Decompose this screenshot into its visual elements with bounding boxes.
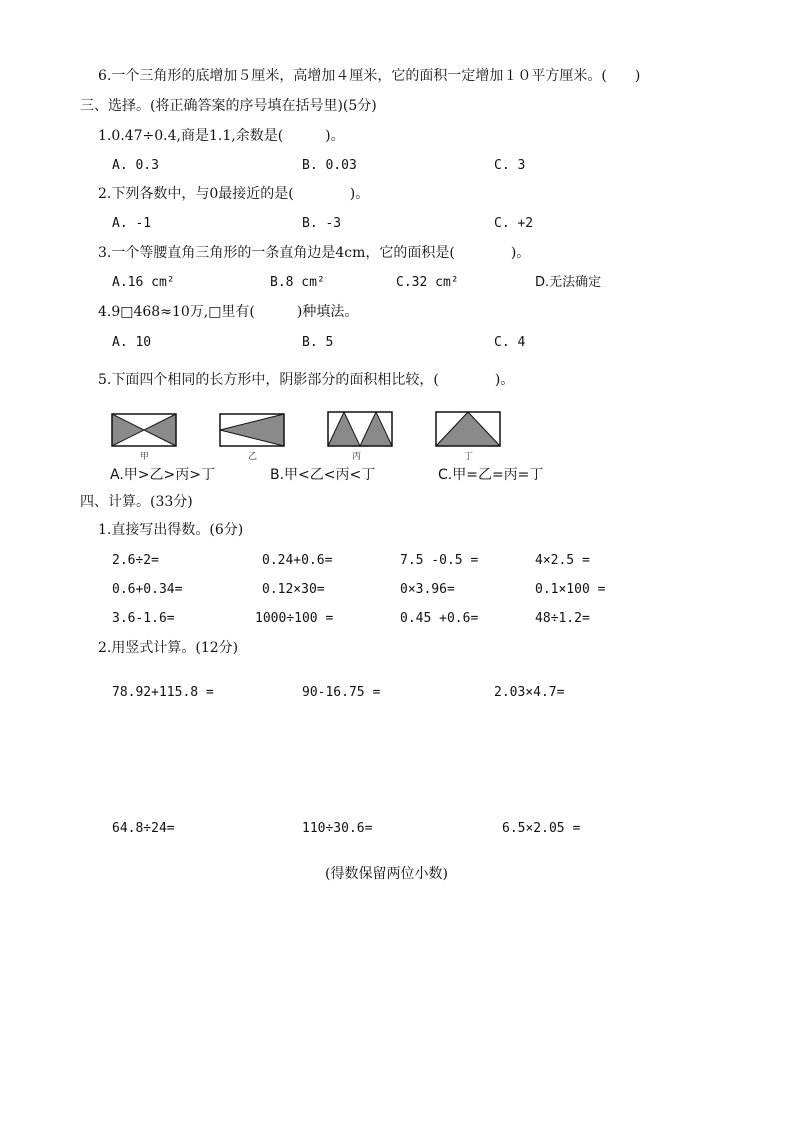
- oral-calc-item: 1000÷100 =: [255, 611, 334, 626]
- oral-calc-item: 0.1×100 =: [535, 582, 606, 597]
- q1-option-b: B. 0.03: [302, 158, 357, 173]
- choice-question-1: 1.0.47÷0.4,商是1.1,余数是( )。: [98, 128, 345, 144]
- vertical-calc-item: 2.03×4.7=: [494, 685, 565, 700]
- tf-question-6: 6.一个三角形的底增加５厘米，高增加４厘米，它的面积一定增加１０平方厘米。( ): [98, 68, 641, 84]
- choice-question-5: 5.下面四个相同的长方形中，阴影部分的面积相比较，( )。: [98, 372, 515, 388]
- q5-option-a: A.甲>乙>丙>丁: [110, 467, 215, 483]
- vertical-calc-item: 110÷30.6=: [302, 821, 373, 836]
- figure-bing: [326, 410, 394, 448]
- choice-question-4: 4.9□468≈10万,□里有( )种填法。: [98, 304, 359, 320]
- figure-label-ding: 丁: [464, 452, 474, 462]
- oral-calc-item: 0.6+0.34=: [112, 582, 183, 597]
- q2-option-a: A. -1: [112, 216, 152, 231]
- figure-jia: [110, 412, 178, 448]
- q2-option-b: B. -3: [302, 216, 342, 231]
- figure-label-yi: 乙: [248, 452, 258, 462]
- oral-calc-item: 0.45 +0.6=: [400, 611, 479, 626]
- figure-ding: [434, 410, 502, 448]
- q4-option-a: A. 10: [112, 335, 152, 350]
- part-1-title: 1.直接写出得数。(6分): [98, 522, 244, 538]
- q3-option-d: D.无法确定: [535, 275, 602, 290]
- figure-label-bing: 丙: [352, 452, 362, 462]
- figure-label-jia: 甲: [140, 452, 150, 462]
- choice-question-2: 2.下列各数中，与0最接近的是( )。: [98, 186, 370, 202]
- oral-calc-item: 4×2.5 =: [535, 553, 590, 568]
- section-4-title: 四、计算。(33分): [80, 494, 193, 510]
- q5-option-b: B.甲<乙<丙<丁: [270, 467, 376, 483]
- q4-option-b: B. 5: [302, 335, 334, 350]
- part-2-title: 2.用竖式计算。(12分): [98, 640, 239, 656]
- oral-calc-item: 3.6-1.6=: [112, 611, 175, 626]
- q2-option-c: C. +2: [494, 216, 534, 231]
- figure-yi: [218, 412, 286, 448]
- oral-calc-item: 0×3.96=: [400, 582, 455, 597]
- vertical-calc-item: 78.92+115.8 =: [112, 685, 214, 700]
- q3-option-a: A.16 cm²: [112, 275, 175, 290]
- q5-option-c: C.甲=乙=丙=丁: [438, 467, 544, 483]
- vertical-calc-item: 6.5×2.05 =: [502, 821, 581, 836]
- q1-option-a: A. 0.3: [112, 158, 159, 173]
- rounding-note: (得数保留两位小数): [325, 866, 448, 882]
- oral-calc-item: 48÷1.2=: [535, 611, 590, 626]
- q4-option-c: C. 4: [494, 335, 526, 350]
- oral-calc-item: 0.24+0.6=: [262, 553, 333, 568]
- oral-calc-item: 0.12×30=: [262, 582, 325, 597]
- q3-option-c: C.32 cm²: [396, 275, 459, 290]
- choice-question-3: 3.一个等腰直角三角形的一条直角边是4cm，它的面积是( )。: [98, 245, 531, 261]
- vertical-calc-item: 64.8÷24=: [112, 821, 175, 836]
- vertical-calc-item: 90-16.75 =: [302, 685, 381, 700]
- oral-calc-item: 7.5 -0.5 =: [400, 553, 479, 568]
- oral-calc-item: 2.6÷2=: [112, 553, 159, 568]
- q3-option-b: B.8 cm²: [270, 275, 325, 290]
- section-3-title: 三、选择。(将正确答案的序号填在括号里)(5分): [80, 98, 377, 114]
- q1-option-c: C. 3: [494, 158, 526, 173]
